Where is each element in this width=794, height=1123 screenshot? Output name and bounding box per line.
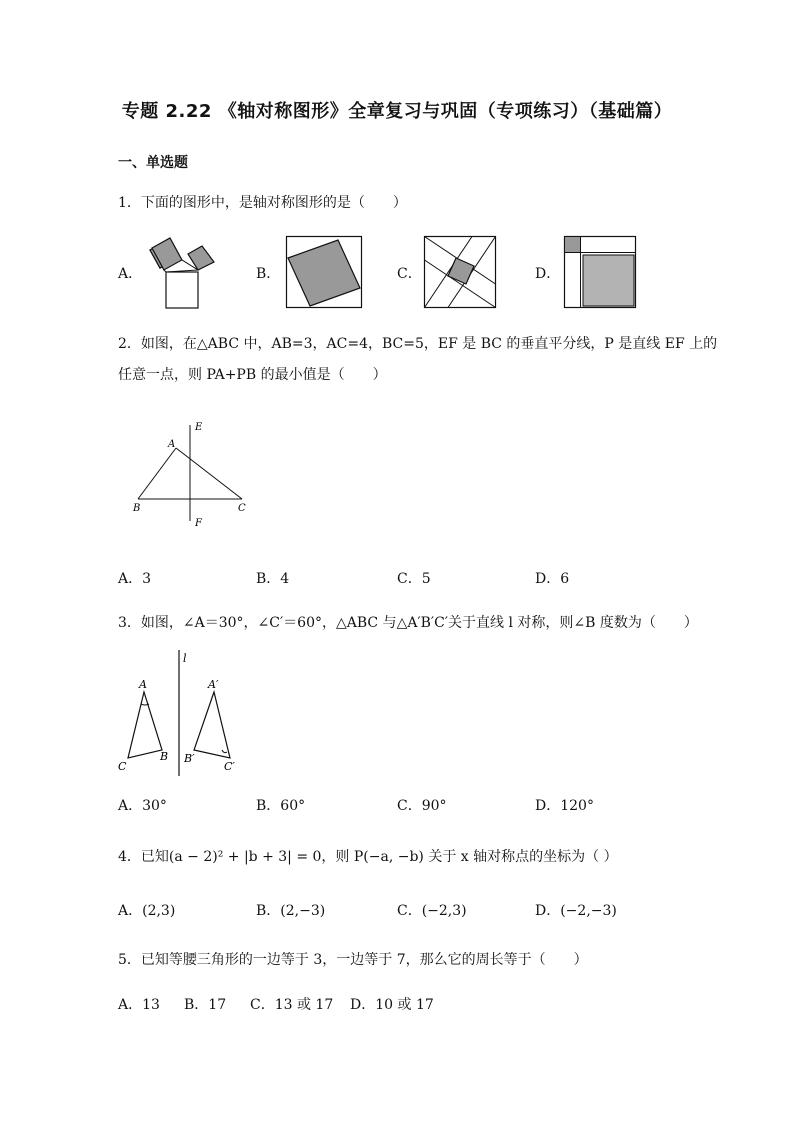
q3-label-a-prime: A′	[208, 678, 219, 691]
q1-option-c-figure	[424, 236, 496, 308]
q3-label-a: A	[139, 678, 147, 691]
q3-label-c-prime: C′	[224, 760, 235, 773]
q3-reflection-figure	[114, 648, 254, 778]
q5-option-b: B．17	[184, 997, 227, 1013]
q2-option-d: D．6	[535, 571, 570, 587]
q3-option-b: B．60°	[256, 798, 306, 814]
page-title: 专题 2.22 《轴对称图形》全章复习与巩固（专项练习）（基础篇）	[121, 101, 673, 122]
q2-label-f: F	[195, 518, 202, 529]
q3-option-c: C．90°	[397, 798, 447, 814]
q4-option-d: D．(−2,−3)	[535, 903, 617, 919]
q5-option-a: A．13	[118, 997, 160, 1013]
q1-option-d-figure	[564, 236, 636, 308]
q4-option-c: C．(−2,3)	[397, 903, 467, 919]
question-4-stem: 4．已知(a − 2)² + |b + 3| = 0，则 P(−a, −b) 关于 x 轴对称点的坐标为（ ）	[118, 849, 618, 865]
q1-option-b-label: B．	[256, 266, 281, 282]
q5-option-d: D．10 或 17	[350, 997, 434, 1013]
q3-label-b-prime: B′	[184, 752, 195, 765]
q2-option-a: A．3	[118, 571, 152, 587]
q1-option-a-label: A．	[118, 266, 143, 282]
q4-option-a: A．(2,3)	[118, 903, 176, 919]
question-2-stem-line1: 2．如图，在△ABC 中，AB=3，AC=4，BC=5，EF 是 BC 的垂直平分线，P 是直线 EF 上的	[118, 336, 718, 352]
q1-option-a-figure	[148, 232, 220, 312]
q3-label-l: l	[183, 652, 187, 665]
q2-triangle-figure	[128, 415, 258, 533]
q3-label-b: B	[160, 750, 169, 763]
q2-label-a: A	[168, 439, 176, 450]
q3-option-d: D．120°	[535, 798, 594, 814]
q1-option-b-figure	[286, 236, 362, 308]
q3-option-a: A．30°	[118, 798, 167, 814]
q1-option-c-label: C．	[397, 266, 422, 282]
question-2-stem-line2: 任意一点，则 PA+PB 的最小值是（ ）	[118, 367, 387, 383]
q2-label-c: C	[238, 503, 246, 514]
question-1-stem: 1．下面的图形中，是轴对称图形的是（ ）	[118, 195, 407, 211]
q2-option-c: C．5	[397, 571, 431, 587]
section-heading: 一、单选题	[118, 155, 188, 171]
question-5-stem: 5．已知等腰三角形的一边等于 3，一边等于 7，那么它的周长等于（ ）	[118, 952, 588, 968]
q1-option-d-label: D．	[535, 266, 561, 282]
q2-label-e: E	[195, 422, 203, 433]
q2-label-b: B	[133, 503, 141, 514]
q5-option-c: C．13 或 17	[250, 997, 334, 1013]
q2-option-b: B．4	[256, 571, 290, 587]
question-3-stem: 3．如图，∠A＝30°，∠C′＝60°，△ABC 与△A′B′C′关于直线 l 对称，则∠B 度数为（ ）	[118, 615, 698, 631]
q3-label-c: C	[118, 760, 127, 773]
q4-option-b: B．(2,−3)	[256, 903, 326, 919]
